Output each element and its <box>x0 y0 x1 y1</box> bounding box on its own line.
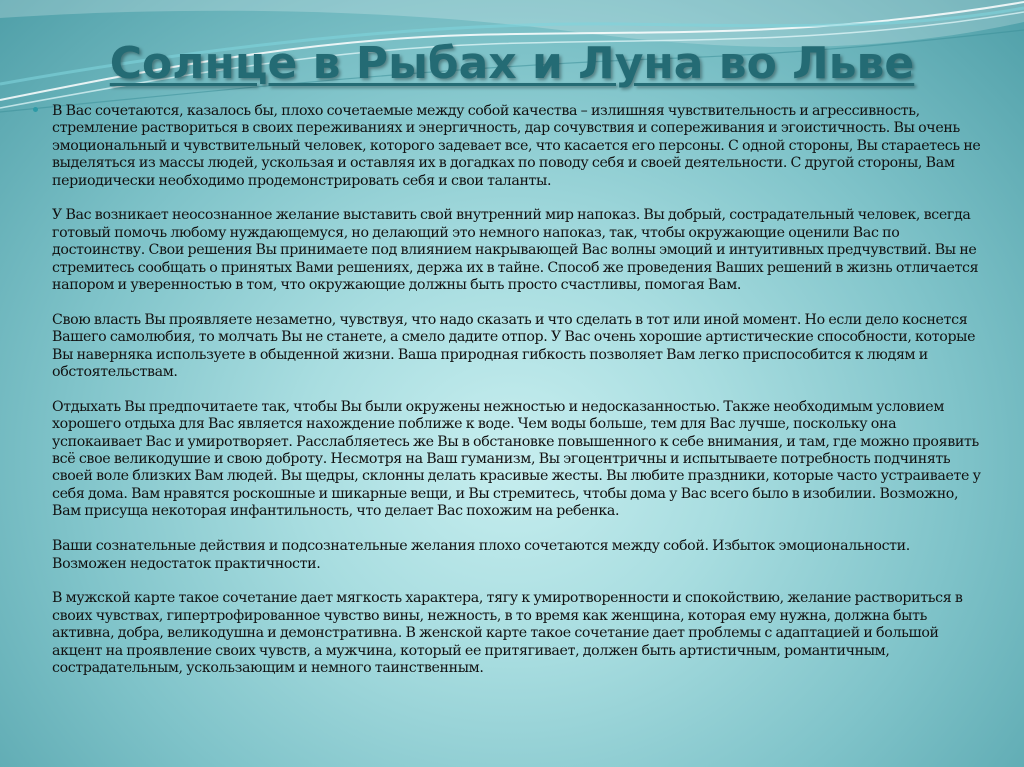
paragraph: В Вас сочетаются, казалось бы, плохо сочетаемые между собой качества – излишняя чувствительность и агрессивность, стремление раствориться в своих переживаниях и энергичность, дар сочувствия и сопереживания и эгоистичность. Вы очень эмоциональный и чувствительный человек, которого задевает все, что касается его персоны. С одной стороны, Вы стараетесь не выделяться из массы людей, ускользая и оставляя их в догадках по поводу себя и своей деятельности. С другой стороны, Вам периодически необходимо продемонстрировать себя и свои таланты. <box>52 103 981 189</box>
body-text <box>52 103 984 695</box>
paragraph: В мужской карте такое сочетание дает мягкость характера, тягу к умиротворенности и спокойствию, желание раствориться в своих чувствах, гипертрофированное чувство вины, нежность, в то время как женщина, которая ему нужна, должна быть активна, добра, великодушна и демонстративна. В женской карте такое сочетание дает проблемы с адаптацией и большой акцент на проявление своих чувств, а мужчина, который ее притягивает, должен быть артистичным, романтичным, сострадательным, ускользающим и немного таинственным. <box>52 590 963 676</box>
paragraph: Свою власть Вы проявляете незаметно, чувствуя, что надо сказать и что сделать в тот или иной момент. Но если дело коснется Вашего самолюбия, то молчать Вы не станете, а смело дадите отпор. У Вас очень хорошие артистические способности, которые Вы наверняка используете в обыденной жизни. Ваша природная гибкость позволяет Вам легко приспособится к людям и обстоятельствам. <box>52 311 976 381</box>
paragraph: Отдыхать Вы предпочитаете так, чтобы Вы были окружены нежностью и недосказанностью. Также необходимым условием хорошего отдыха для Вас является нахождение поближе к воде. Чем воды больше, тем для Вас лучше, поскольку она успокаивает Вас и умиротворяет. Расслабляетесь же Вы в обстановке повышенного к себе внимания, и там, где можно проявить всё свое великодушие и свою доброту. Несмотря на Ваш гуманизм, Вы эгоцентричны и испытываете потребность подчинять своей воле близких Вам людей. Вы щедры, склонны делать красивые жесты. Вы любите праздники, которые часто устраиваете у себя дома. Вам нравятся роскошные и шикарные вещи, и Вы стремитесь, чтобы дома у Вас всего было в изобилии. Возможно, Вам присуща некоторая инфантильность, что делает Вас похожим на ребенка. <box>52 398 981 520</box>
paragraph: Ваши сознательные действия и подсознательные желания плохо сочетаются между собой. Избыток эмоциональности. Возможен недостаток практичности. <box>52 538 910 572</box>
bullet-dot-icon <box>33 107 38 112</box>
paragraph: У Вас возникает неосознанное желание выставить свой внутренний мир напоказ. Вы добрый, сострадательный человек, всегда готовый помочь любому нуждающемуся, но делающий это немного напоказ, так, чтобы окружающие оценили Вас по достоинству. Свои решения Вы принимаете под влиянием накрывающей Вас волны эмоций и интуитивных предчувствий. Вы не стремитесь сообщать о принятых Вами решениях, держа их в тайне. Способ же проведения Ваших решений в жизнь отличается напором и уверенностью в том, что окружающие должны быть просто счастливы, помогая Вам. <box>52 207 979 294</box>
page-title: Солнце в Рыбах и Луна во Льве <box>109 38 915 89</box>
